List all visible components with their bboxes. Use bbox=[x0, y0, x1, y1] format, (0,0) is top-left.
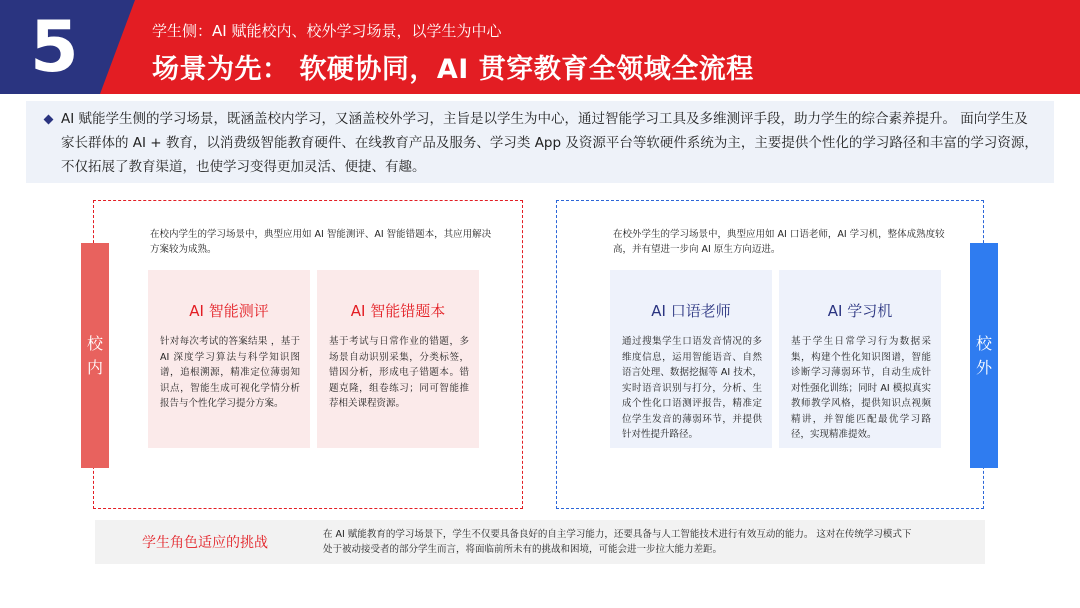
page-title: 场景为先： 软硬协同，AI 贯穿教育全领域全流程 bbox=[152, 54, 754, 85]
card-title: AI 学习机 bbox=[827, 302, 893, 320]
intro-box bbox=[26, 101, 1054, 183]
intro-text: AI 赋能学生侧的学习场景，既涵盖校内学习，又涵盖校外学习，主旨是以学生为中心，通过智能学习工具及多维测评手段，助力学生的综合素养提升。 面向学生及家长群体的 AI + 教育，以消费级智能教育硬件、在线教育产品及服务、学习类 App 及资源平台等软硬件系统为主，主要提供个性化的学习路径和丰富的学习资源，不仅拓展了教育渠道，也使学习变得更加灵活、便捷、有趣。 bbox=[61, 111, 1038, 175]
page-subtitle: 学生侧：AI 赋能校内、校外学习场景，以学生为中心 bbox=[152, 22, 502, 40]
card-ai-assessment bbox=[148, 270, 310, 448]
card-body: 通过搜集学生口语发音情况的多维度信息，运用智能语音、自然语言处理、数据挖掘等 AI 技术，实时语音识别与打分，分析、生成个性化口语测评报告，精准定位学生发音的薄弱环节，并提供针对性提升路径。 bbox=[622, 336, 762, 440]
outer-panel-description: 在校外学生的学习场景中，典型应用如 AI 口语老师，AI 学习机，整体成熟度较高，并有望进一步向 AI 原生方向迈进。 bbox=[613, 229, 945, 255]
card-body: 基于学生日常学习行为数据采集，构建个性化知识图谱，智能诊断学习薄弱环节，自动生成针对性强化训练；同时 AI 模拟真实教师教学风格，提供知识点视频精讲，并智能匹配最优学习路径，实现精准提效。 bbox=[791, 336, 931, 440]
inner-tag-char-2: 内 bbox=[86, 357, 103, 377]
diamond-bullet-icon bbox=[44, 115, 54, 125]
inner-tag-char-1: 校 bbox=[86, 333, 103, 353]
outer-school-tag bbox=[970, 243, 998, 468]
card-title: AI 智能测评 bbox=[189, 302, 269, 320]
card-body: 基于考试与日常作业的错题，多场景自动识别采集，分类标签，错因分析，形成电子错题本。错题克隆，组卷练习；同可智能推荐相关课程资源。 bbox=[329, 336, 469, 409]
card-title: AI 口语老师 bbox=[651, 302, 731, 320]
inner-panel-description: 在校内学生的学习场景中，典型应用如 AI 智能测评、AI 智能错题本，其应用解决方案较为成熟。 bbox=[150, 229, 492, 255]
section-number: 5 bbox=[30, 6, 79, 88]
outer-tag-char-2: 外 bbox=[975, 357, 992, 377]
outer-tag-char-1: 校 bbox=[975, 333, 992, 353]
card-ai-mistake-book bbox=[317, 270, 479, 448]
challenge-box bbox=[95, 520, 985, 564]
challenge-text: 在 AI 赋能教育的学习场景下，学生不仅要具备良好的自主学习能力，还要具备与人工智能技术进行有效互动的能力。 这对在传统学习模式下处于被动接受者的部分学生而言，将面临前所未有的挑战和困境，可能会进一步拉大能力差距。 bbox=[323, 529, 912, 555]
card-ai-oral-teacher bbox=[610, 270, 772, 448]
header-bar bbox=[0, 0, 1080, 94]
inner-school-tag bbox=[81, 243, 109, 468]
challenge-label: 学生角色适应的挑战 bbox=[142, 535, 268, 551]
card-body: 针对每次考试的答案结果 ，基于 AI 深度学习算法与科学知识图谱，追根溯源，精准定位薄弱知识点，智能生成可视化学情分析报告与个性化学习提分方案。 bbox=[160, 336, 300, 409]
card-title: AI 智能错题本 bbox=[350, 302, 446, 320]
card-ai-learning-machine bbox=[779, 270, 941, 448]
